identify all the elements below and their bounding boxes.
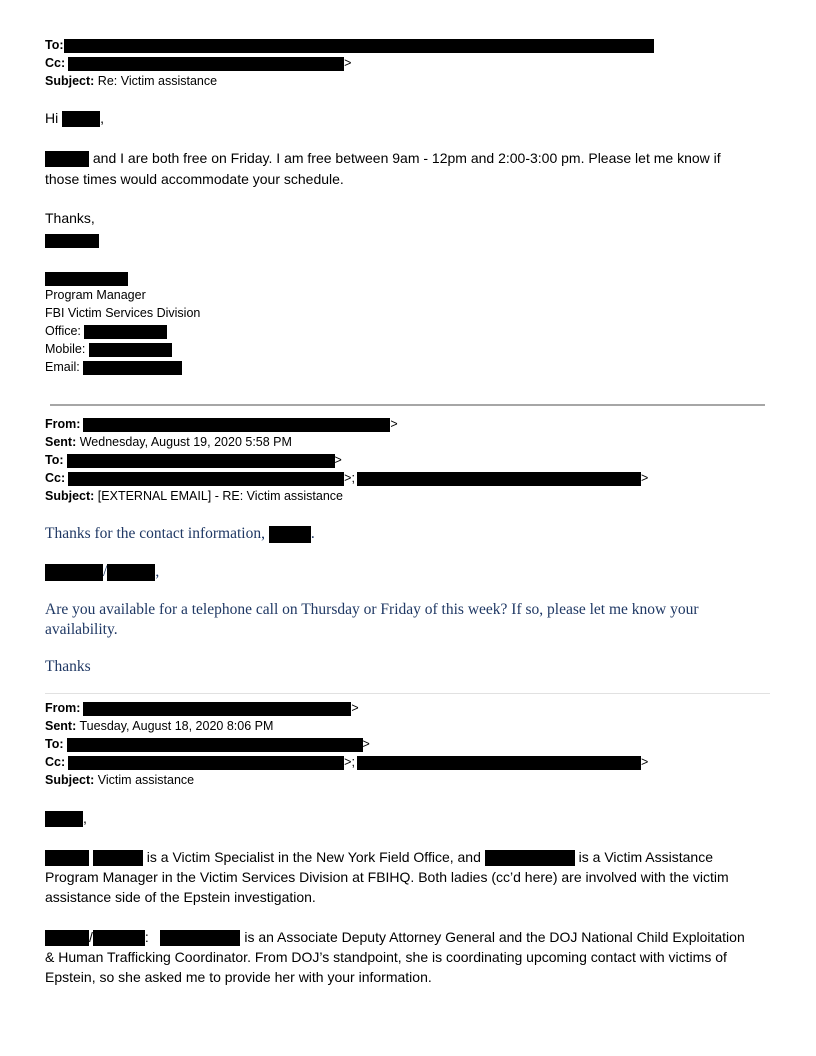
redaction-bar (357, 756, 641, 770)
to-tail: > (334, 453, 342, 467)
email3-p2-line1 (45, 927, 745, 947)
redaction-bar (357, 472, 641, 486)
redaction-bar (160, 930, 240, 946)
email2-to-row (45, 451, 342, 469)
to-label: To: (45, 38, 64, 52)
body-text: is an Associate Deputy Attorney General and the DOJ National Child Exploitation (244, 929, 745, 945)
redaction-bar (83, 418, 390, 432)
redaction-bar (485, 850, 575, 866)
cc-separator: >; (344, 755, 355, 769)
redaction-bar (45, 930, 89, 946)
divider (45, 693, 770, 694)
redaction-bar (68, 756, 344, 770)
email3-p1-line2: Program Manager in the Victim Services Division at FBIHQ. Both ladies (cc’d here) are involved with the victim (45, 869, 729, 885)
subject-label: Subject: (45, 773, 95, 787)
email-label: Email: (45, 360, 80, 374)
email2-salutation (45, 562, 159, 582)
email1-subject-row (45, 72, 217, 90)
divider (50, 404, 765, 406)
from-tail: > (390, 417, 398, 431)
cc-tail: > (640, 755, 649, 769)
greeting-comma: , (100, 110, 105, 126)
email3-from-row (45, 699, 359, 717)
email2-subject-row (45, 487, 343, 505)
comma: , (155, 563, 160, 580)
signature-office (45, 322, 167, 340)
subject-text: [EXTERNAL EMAIL] - RE: Victim assistance (97, 489, 344, 503)
subject-label: Subject: (45, 74, 95, 88)
cc-tail: > (640, 471, 649, 485)
greeting-comma: , (83, 810, 87, 826)
redaction-bar (62, 111, 100, 127)
cc-tail: > (344, 56, 352, 70)
redaction-bar (93, 930, 145, 946)
office-label: Office: (45, 324, 81, 338)
sender-name-redacted (45, 232, 99, 250)
signature-title: Program Manager (45, 288, 146, 302)
email3-cc-row (45, 753, 648, 771)
redaction-bar (67, 738, 363, 752)
redaction-bar (45, 151, 89, 167)
signature-mobile (45, 340, 172, 358)
email2-thanks: Thanks (45, 658, 91, 675)
body-text: those times would accommodate your schedule. (45, 171, 344, 187)
email3-p2-line3: Epstein, so she asked me to provide her with your information. (45, 969, 432, 985)
redaction-bar (45, 272, 128, 286)
email2-cc-row (45, 469, 648, 487)
cc-label: Cc: (45, 755, 66, 769)
to-label: To: (45, 737, 64, 751)
email1-greeting (45, 108, 104, 128)
redaction-bar (107, 564, 155, 581)
redaction-bar (45, 811, 83, 827)
from-label: From: (45, 701, 81, 715)
email2-line1 (45, 524, 315, 544)
sent-date: Wednesday, August 19, 2020 5:58 PM (79, 435, 292, 449)
body-text: Thanks for the contact information, (45, 525, 265, 542)
email1-thanks (45, 208, 95, 228)
email1-body-line1 (45, 148, 721, 168)
email3-p1-line3: assistance side of the Epstein investigation. (45, 889, 316, 905)
to-label: To: (45, 453, 64, 467)
email1-to-row (45, 36, 654, 54)
redaction-bar (64, 39, 654, 53)
redaction-bar (93, 850, 143, 866)
slash: / (103, 563, 108, 580)
redaction-bar (84, 325, 167, 339)
from-label: From: (45, 417, 81, 431)
subject-label: Subject: (45, 489, 95, 503)
redaction-bar (67, 454, 335, 468)
body-period: . (310, 525, 315, 542)
slash: / (89, 929, 93, 945)
sent-label: Sent: (45, 719, 77, 733)
body-text: and I are both free on Friday. I am free between 9am - 12pm and 2:00-3:00 pm. Please let me know if (92, 150, 721, 166)
redaction-bar (68, 472, 344, 486)
email1-cc-row (45, 54, 351, 72)
redaction-bar (68, 57, 344, 71)
signature-division: FBI Victim Services Division (45, 306, 201, 320)
redaction-bar (83, 361, 182, 375)
sent-date: Tuesday, August 18, 2020 8:06 PM (79, 719, 274, 733)
email3-subject-row (45, 771, 194, 789)
redaction-bar (89, 343, 172, 357)
redaction-bar (45, 234, 99, 248)
redaction-bar (45, 564, 103, 581)
email2-question-line2: availability. (45, 621, 118, 638)
colon: : (144, 929, 149, 945)
mobile-label: Mobile: (45, 342, 86, 356)
email3-sent-row (45, 717, 273, 735)
body-text: is a Victim Assistance (578, 849, 714, 865)
cc-label: Cc: (45, 56, 66, 70)
email3-p2-line2: & Human Trafficking Coordinator. From DOJ’s standpoint, she is coordinating upcoming contact with victims of (45, 949, 727, 965)
signature-email (45, 358, 182, 376)
email2-question-line1: Are you available for a telephone call on Thursday or Friday of this week? If so, please let me know your (45, 601, 699, 618)
thanks-text: Thanks, (45, 210, 95, 226)
redaction-bar (269, 526, 311, 543)
sent-label: Sent: (45, 435, 77, 449)
email2-from-row (45, 415, 398, 433)
cc-label: Cc: (45, 471, 66, 485)
email3-greeting (45, 808, 87, 828)
body-text: is a Victim Specialist in the New York Field Office, and (146, 849, 481, 865)
cc-separator: >; (344, 471, 355, 485)
email2-sent-row (45, 433, 292, 451)
redaction-bar (45, 850, 89, 866)
email3-to-row (45, 735, 370, 753)
greeting-text: Hi (45, 110, 59, 126)
subject-text: Victim assistance (97, 773, 195, 787)
to-tail: > (362, 737, 370, 751)
from-tail: > (351, 701, 359, 715)
redaction-bar (83, 702, 351, 716)
subject-text: Re: Victim assistance (97, 74, 218, 88)
email3-p1-line1 (45, 847, 713, 867)
email1-body-line2 (45, 169, 344, 189)
